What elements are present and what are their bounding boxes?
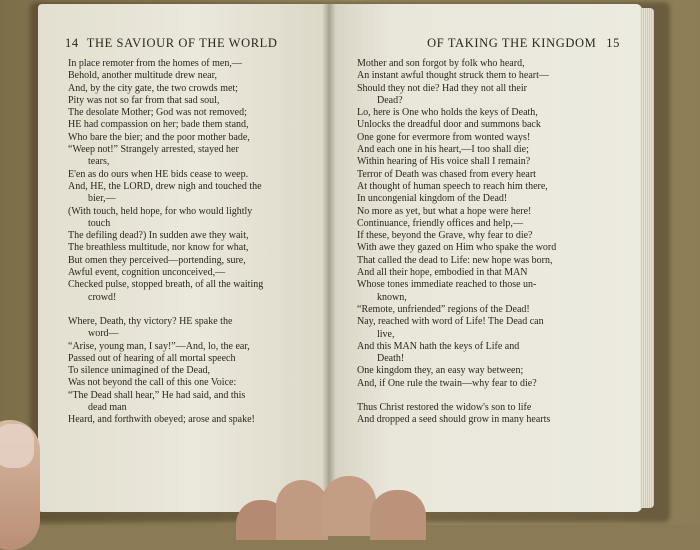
left-page-line: “Weep not!” Strangely arrested, stayed her [68,144,239,156]
right-page-line: Should they not die? Had they not all their [357,82,527,94]
book-gutter [322,4,336,512]
right-page-line: Terror of Death was chased from every heart [357,168,536,180]
left-page-header [65,36,278,51]
left-running-head: THE SAVIOUR OF THE WORLD [86,36,278,50]
right-page-line: An instant awful thought struck them to heart— [357,70,549,82]
left-page-line: Who bare the bier; and the poor mother bade, [68,131,250,143]
right-page-line: Continuance, friendly offices and help,— [357,217,523,229]
right-page-line: “Remote, unfriended” regions of the Dead! [357,303,530,315]
page-edges [640,8,654,508]
left-page-line: And, HE, the LORD, drew nigh and touched the [68,180,262,192]
right-page-line: With awe they gazed on Him who spake the word [357,242,557,254]
left-page-line: E'en as do ours when HE bids cease to weep. [68,168,249,180]
right-page-text [357,58,615,427]
left-page-line: But omen they perceived—portending, sure, [68,254,246,266]
left-page-line: And, by the city gate, the two crowds met; [68,82,238,94]
right-running-head: OF TAKING THE KINGDOM [427,36,597,50]
left-page-stanza-gap [68,304,323,316]
right-page-line: Whose tones immediate reached to those un- [357,279,537,291]
right-page-line: That called the dead to Life: new hope was born, [357,254,553,266]
left-page-line: Passed out of hearing of all mortal speech [68,352,236,364]
bottom-finger-3 [322,476,376,536]
right-page-line: One kingdom they, an easy way between; [357,365,524,377]
left-page-line: In place remoter from the homes of men,— [68,58,242,69]
right-page-line: Lo, here is One who holds the keys of Death, [357,107,538,119]
left-page-line: Was not beyond the call of this one Voice: [68,377,237,389]
right-page-line: And each one in his heart,—I too shall die; [357,144,529,156]
left-page-line: Awful event, cognition unconceived,— [68,267,226,279]
right-page-line: And this MAN hath the keys of Life and [357,340,520,352]
left-page-line: “The Dead shall hear,” He had said, and this [68,389,246,401]
left-page-line: Behold, another multitude drew near, [68,70,217,82]
left-page-line: crowd! [88,291,117,303]
right-page-line: No more as yet, but what a hope were here! [357,205,532,217]
left-page-line: Where, Death, thy victory? HE spake the [68,315,233,327]
right-page-line: In uncongenial kingdom of the Dead! [357,193,508,205]
right-page-line: Mother and son forgot by folk who heard, [357,58,525,69]
left-page-line: Heard, and forthwith obeyed; arose and spake! [68,414,255,426]
right-page-line: known, [377,291,407,303]
left-page-text [68,58,323,427]
left-page-line: word— [88,328,119,340]
right-page-line: And all their hope, embodied in that MAN [357,267,528,279]
left-page-line: HE had compassion on her; bade them stand, [68,119,249,131]
right-page-line: Death! [377,353,405,365]
right-page-stanza-gap [357,390,615,402]
right-page-line: live, [377,328,395,340]
right-page-header [427,36,620,51]
right-page-line: If these, beyond the Grave, why fear to die? [357,230,533,242]
left-page-line: The breathless multitude, nor know for what, [68,242,249,254]
left-page-line: Checked pulse, stopped breath, of all the waiting [68,279,264,291]
right-page-line: Thus Christ restored the widow's son to life [357,402,532,414]
right-page-line: And dropped a seed should grow in many hearts [357,414,551,426]
bottom-finger-2 [276,480,328,540]
left-page-line: The desolate Mother; God was not removed; [68,107,247,119]
left-page-line: touch [88,217,111,229]
left-page-line: “Arise, young man, I say!”—And, lo, the ear, [68,340,250,352]
right-page-line: At thought of human speech to reach him there, [357,180,548,192]
left-page [38,4,328,512]
right-page-line: One gone for evermore from wonted ways! [357,131,531,143]
right-page-line: Nay, reached with word of Life! The Dead can [357,316,544,328]
left-page-line: dead man [88,402,127,414]
right-page [328,4,642,512]
right-page-line: And, if One rule the twain—why fear to die? [357,377,537,389]
left-page-line: bier,— [88,193,116,205]
bottom-finger-4 [370,490,426,540]
left-page-line: Pity was not so far from that sad soul, [68,94,220,106]
left-page-line: tears, [88,156,110,168]
left-thumbnail [0,424,34,468]
right-page-line: Dead? [377,94,403,106]
left-page-number: 14 [65,36,79,50]
left-page-line: To silence unimagined of the Dead, [68,365,211,377]
right-page-line: Within hearing of His voice shall I remain? [357,156,531,168]
right-page-number: 15 [606,36,620,50]
left-page-line: The defiling dead?) In sudden awe they wait, [68,230,249,242]
right-page-line: Unlocks the dreadful door and summons back [357,119,541,131]
left-page-line: (With touch, held hope, for who would lightly [68,205,253,217]
